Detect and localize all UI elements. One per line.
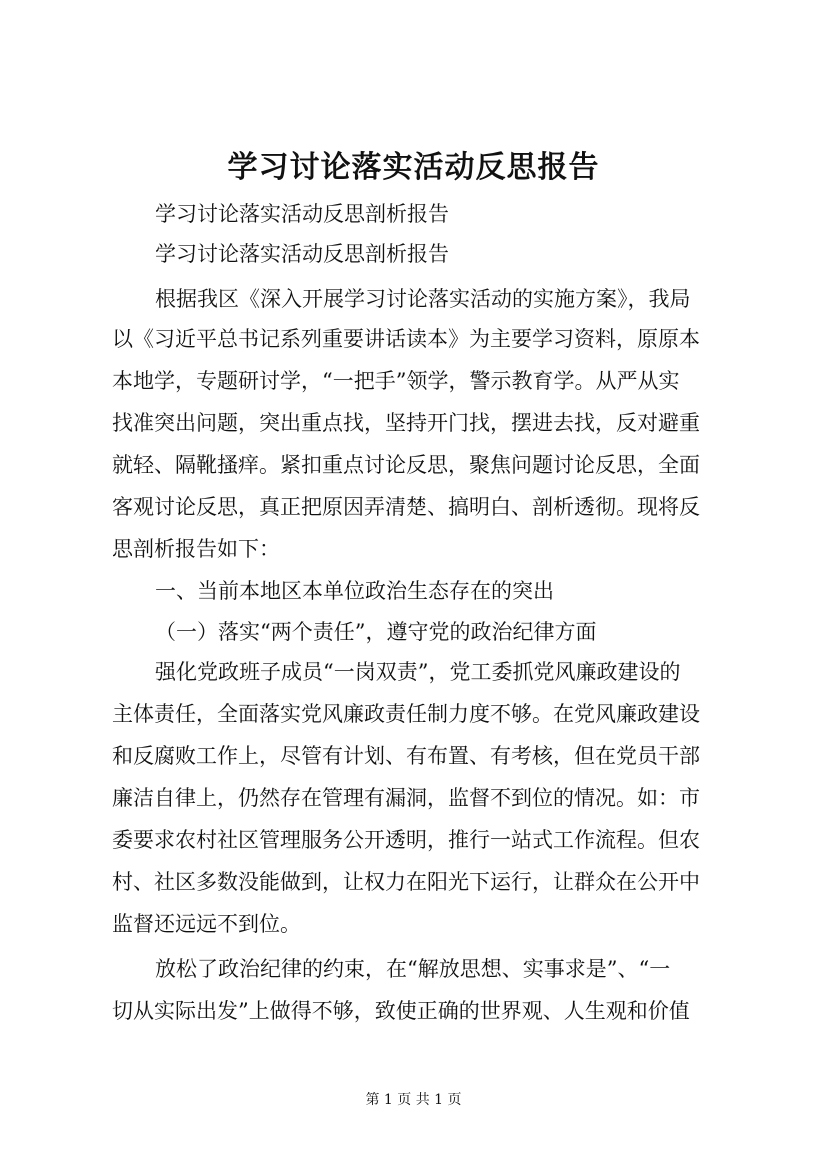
paragraph-line: 找准突出问题，突出重点找，坚持开门找，摆进去找，反对避重: [112, 411, 700, 435]
page-footer: 第 1 页 共 1 页: [365, 1092, 462, 1108]
paragraph-line: 主体责任，全面落实党风廉政责任制力度不够。在党风廉政建设: [112, 702, 700, 726]
paragraph-line: 就轻、隔靴搔痒。紧扣重点讨论反思，聚焦问题讨论反思，全面: [112, 453, 700, 477]
subsection-heading: （一）落实“两个责任”，遵守党的政治纪律方面: [155, 620, 597, 644]
document-title: 学习讨论落实活动反思报告: [227, 150, 600, 185]
paragraph-line: 村、社区多数没能做到，让权力在阳光下运行，让群众在公开中: [112, 870, 700, 894]
paragraph-line: 切从实际出发”上做得不够，致使正确的世界观、人生观和价值: [112, 999, 690, 1023]
paragraph-line: 廉洁自律上，仍然存在管理有漏洞，监督不到位的情况。如：市: [112, 786, 700, 810]
paragraph-line: 根据我区《深入开展学习讨论落实活动的实施方案》，我局: [155, 287, 691, 311]
paragraph-line: 和反腐败工作上，尽管有计划、有布置、有考核，但在党员干部: [112, 744, 700, 768]
paragraph-line: 思剖析报告如下：: [112, 537, 280, 561]
subtitle-line: 学习讨论落实活动反思剖析报告: [155, 202, 449, 226]
subtitle-line: 学习讨论落实活动反思剖析报告: [155, 242, 449, 266]
paragraph-line: 强化党政班子成员“一岗双责”，党工委抓党风廉政建设的: [155, 660, 681, 684]
paragraph-line: 放松了政治纪律的约束，在“解放思想、实事求是”、“一: [155, 957, 671, 981]
paragraph-line: 以《习近平总书记系列重要讲话读本》为主要学习资料，原原本: [112, 327, 700, 351]
paragraph-line: 委要求农村社区管理服务公开透明，推行一站式工作流程。但农: [112, 828, 700, 852]
paragraph-line: 监督还远远不到位。: [112, 912, 301, 936]
paragraph-line: 本地学，专题研讨学，“一把手”领学，警示教育学。从严从实: [112, 369, 680, 393]
section-heading: 一、当前本地区本单位政治生态存在的突出: [155, 579, 554, 603]
paragraph-line: 客观讨论反思，真正把原因弄清楚、搞明白、剖析透彻。现将反: [112, 495, 700, 519]
